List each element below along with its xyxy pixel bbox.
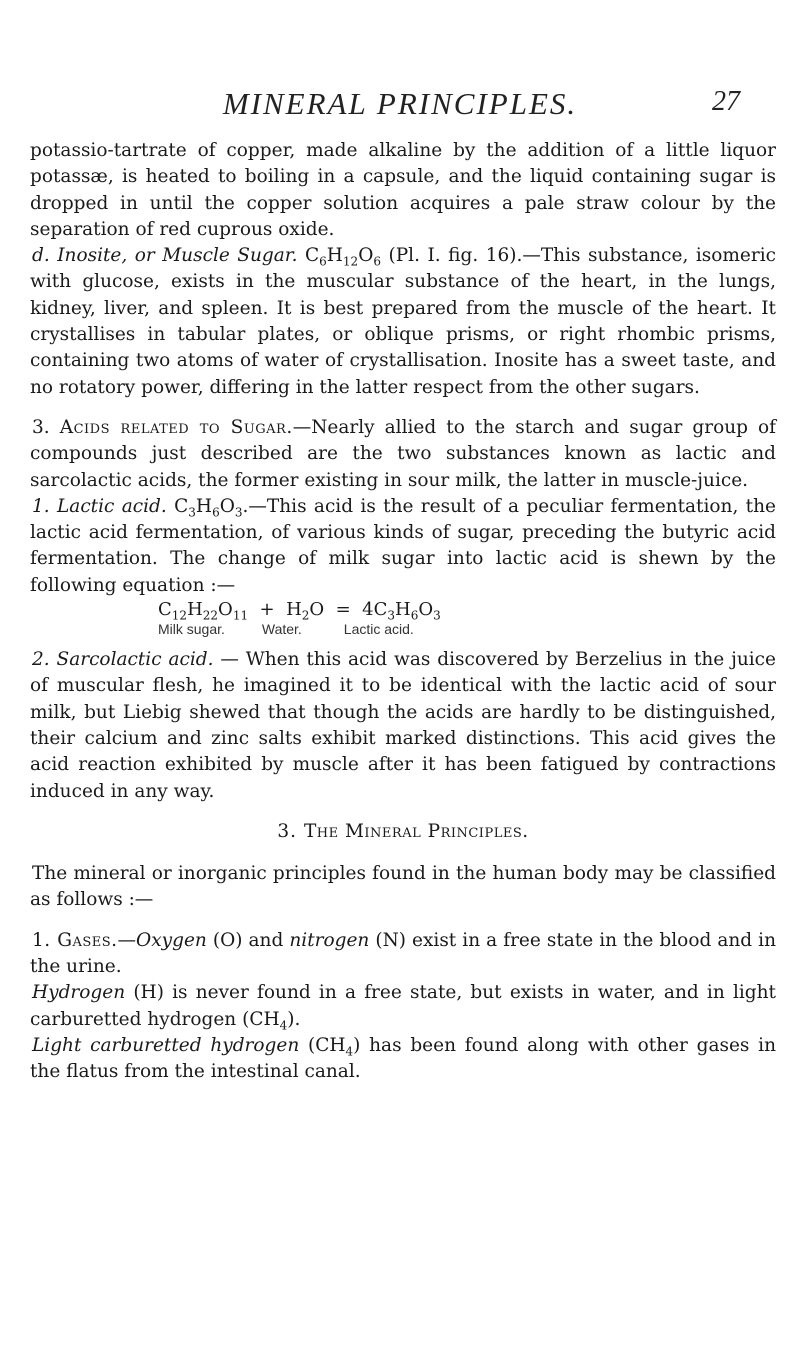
section-heading — [30, 819, 776, 845]
sarcolactic-text: — When this acid was discovered by Berzelius in the juice of muscular flesh, he imagined it to be identical with the lactic acid of sour milk, but Liebig shewed that though the acids are hardly to be distinguished, their calcium and zinc salts exhibit marked distinctions. This acid gives the acid reaction exhibited by muscle after it has been fatigued by contractions induced in any way. — [30, 649, 776, 802]
running-title: MINERAL PRINCIPLES. — [222, 86, 578, 121]
paragraph-gases: 1. Gases.—Oxygen (O) and nitrogen (N) exist in a free state in the blood and in the urine. — [30, 929, 776, 978]
page-number: 27 — [712, 86, 740, 117]
oxygen-term: Oxygen — [136, 929, 207, 951]
paragraph-copper-test: potassio-tartrate of copper, made alkaline by the addition of a little liquor potassæ, is heated to boiling in a capsule, and the liquid containing sugar is dropped in until the copper solution acquires a pale straw colour by the separation of red cuprous oxide. — [30, 140, 776, 240]
body-text — [30, 138, 776, 1086]
paragraph-acids — [30, 415, 776, 494]
paragraph-sarcolactic — [30, 647, 776, 805]
carburetted-text: $(CH_4)$ has been found along with other gases in the flatus from the intestinal canal. — [30, 1034, 777, 1083]
hydrogen-term: Hydrogen — [32, 982, 126, 1004]
lactic-label: 1. Lactic acid. — [32, 495, 167, 517]
paragraph-inosite: d. Inosite, or Muscle Sugar. $C_6H_{12}O_6$ (Pl. I. fig. 16).—This substance, isomeric with glucose, exists in the muscular substance of the heart, in the lungs, kidney, liver, and spleen. It is best prepared from the muscle of the heart. It crystallises in tabular plates, or oblique prisms, or right rhombic prisms, containing two atoms of water of crystallisation. Inosite has a sweet taste, and no rotatory power, differing in the latter respect from the other sugars. — [30, 245, 776, 398]
inosite-label: d. Inosite, or Muscle Sugar. — [32, 245, 298, 267]
equation-label-water: Water. — [261, 621, 302, 638]
paragraph-hydrogen — [30, 980, 776, 1033]
gases-and: and — [248, 929, 284, 951]
paragraph-carburetted — [30, 1033, 776, 1086]
running-header — [0, 86, 800, 126]
nitrogen-term: nitrogen — [289, 929, 370, 951]
equation-label-lactic-acid: Lactic acid. — [343, 621, 414, 638]
inosite-text: (Pl. I. fig. 16).—This substance, isomeric with glucose, exists in the muscular substance of the heart, in the lungs, kidney, liver, and spleen. It is best prepared from the muscle of the heart. It crystallises in tabular plates, or oblique prisms, or right rhombic prisms, containing two atoms of water of crystallisation. Inosite has a sweet taste, and no rotatory power, differing in the latter respect from the other sugars. — [30, 245, 776, 398]
hydrogen-text: (H) is never found in a free state, but exists in water, and in light carburetted hydrogen $(CH_4)$. — [30, 982, 776, 1033]
acids-text: —Nearly allied to the starch and sugar group of compounds just described are the two substances known as lactic and sarcolactic acids, the former existing in sour milk, the latter in muscle-juice. — [30, 416, 777, 491]
carburetted-term: Light carburetted hydrogen — [32, 1034, 300, 1056]
gases-label: 1. Gases. — [32, 929, 118, 951]
equation-formula: $C_{12}H_{22}O_{11} + H_2O = 4C_3H_6O_3$ — [158, 599, 441, 623]
section-number: 3. — [277, 820, 298, 842]
nitrogen-text: (N) exist in a free state in the blood and in the urine. — [30, 929, 776, 978]
lactic-text: .—This acid is the result of a peculiar fermentation, the lactic acid fermentation, of various kinds of sugar, preceding the butyric acid fermentation. The change of milk sugar into lactic acid is shewn by the following equation :— — [30, 495, 776, 596]
acids-number: 3. — [32, 416, 50, 438]
section-title: The Mineral Principles. — [303, 820, 529, 842]
sarcolactic-label: 2. Sarcolactic acid. — [32, 649, 214, 671]
paragraph-lactic: 1. Lactic acid. $C_3H_6O_3.—This$ acid is the result of a peculiar fermentation, the lactic acid fermentation, of various kinds of sugar, preceding the butyric acid fermentation. The change of milk sugar into lactic acid is shewn by the following equation :— — [30, 495, 776, 596]
equation-label-milk-sugar: Milk sugar. — [158, 621, 225, 638]
paragraph-intro: The mineral or inorganic principles found in the human body may be classified as follows :— — [30, 863, 776, 911]
equation — [30, 599, 776, 647]
equation-labels — [158, 621, 776, 637]
acids-heading: Acids related to Sugar. — [59, 416, 293, 438]
oxygen-symbol: (O) — [212, 929, 243, 951]
